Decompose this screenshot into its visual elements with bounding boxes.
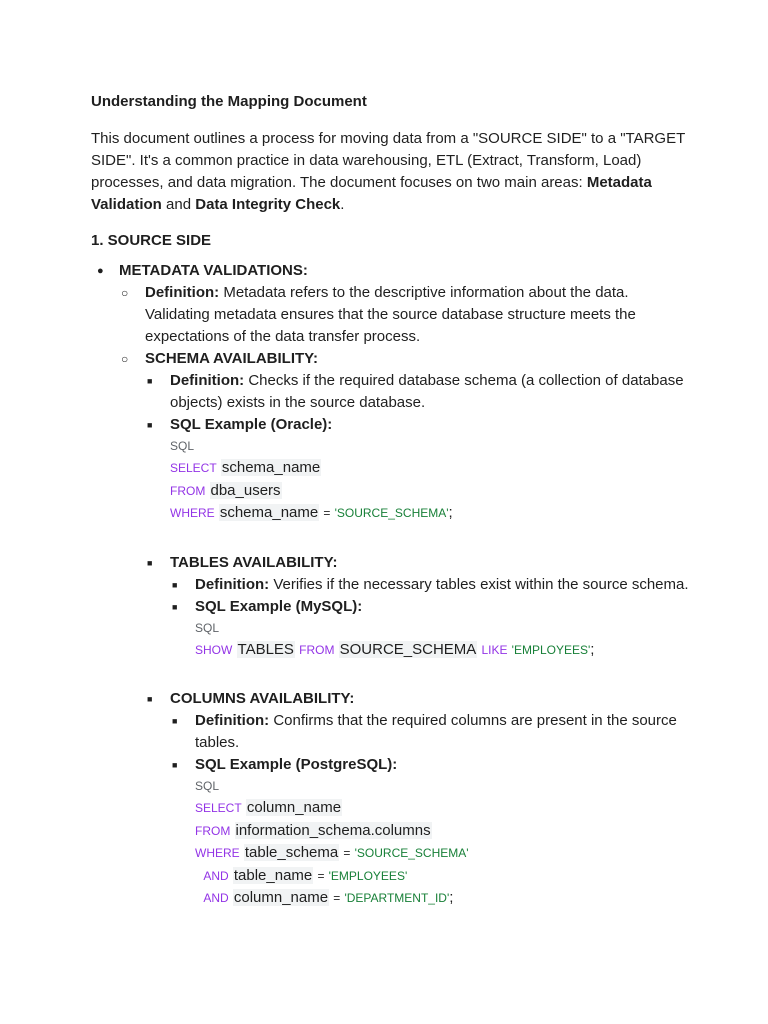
code-line (195, 820, 691, 843)
sql-identifier: column_name (233, 889, 329, 906)
sql-string: 'EMPLOYEES' (511, 642, 591, 657)
code-line (195, 842, 691, 865)
code-language-label: SQL (170, 439, 195, 453)
disc-bullet-icon: ● (97, 265, 104, 277)
definition-label: Definition: (195, 712, 270, 729)
sql-identifier: TABLES (237, 640, 294, 658)
definition-label: Definition: (170, 372, 245, 389)
sql-string: 'DEPARTMENT_ID' (344, 891, 450, 905)
section-heading-source-side: 1. SOURCE SIDE (91, 232, 212, 249)
sql-keyword: SHOW (195, 642, 233, 657)
sql-semicolon: ; (449, 889, 454, 906)
sql-string: 'EMPLOYEES' (328, 868, 408, 883)
sql-identifier: table_name (233, 866, 313, 884)
square-bullet-icon: ■ (172, 760, 178, 770)
code-language-label: SQL (195, 620, 220, 635)
square-bullet-icon: ■ (172, 579, 178, 590)
sql-operator: = (333, 891, 341, 905)
list-item-schema-sql-example (91, 414, 691, 552)
square-bullet-icon: ■ (172, 716, 178, 726)
metadata-validations-heading: METADATA VALIDATIONS: (119, 262, 308, 279)
sql-keyword: FROM (170, 483, 206, 498)
metadata-definition-text: Metadata refers to the descriptive information about the data. Validating metadata ensures that the source database structure meets the expectations of the data transfer process. (145, 284, 636, 345)
code-line (195, 887, 691, 910)
code-block-mysql (195, 618, 691, 662)
intro-paragraph (91, 128, 691, 216)
sql-semicolon: ; (448, 504, 453, 521)
list-item-metadata-validations (91, 260, 691, 282)
sql-example-label: SQL Example (PostgreSQL): (195, 756, 398, 773)
list-item-tables-availability (91, 552, 691, 574)
list-item-metadata-definition (91, 282, 691, 348)
sql-example-label: SQL Example (MySQL): (195, 597, 363, 615)
sql-identifier: column_name (246, 799, 342, 816)
intro-and: and (161, 196, 196, 213)
code-line (195, 639, 691, 662)
sql-identifier: dba_users (210, 481, 281, 499)
source-side-list (91, 260, 691, 910)
sql-operator: = (343, 846, 351, 860)
code-line (170, 457, 691, 480)
tables-definition-text: Verifies if the necessary tables exist within the source schema. (269, 575, 689, 593)
sql-example-label: SQL Example (Oracle): (170, 416, 333, 433)
code-block-postgresql (195, 776, 691, 910)
code-line (195, 865, 691, 888)
list-item-schema-availability (91, 348, 691, 370)
schema-definition-text: Checks if the required database schema (a collection of database objects) exists in the source database. (170, 372, 684, 411)
spacer (195, 674, 691, 688)
intro-bold-metadata: Metadata Validation (91, 174, 652, 213)
sql-semicolon: ; (590, 640, 595, 658)
sql-identifier: schema_name (219, 504, 319, 521)
list-item-tables-definition (91, 574, 691, 596)
intro-end: . (340, 196, 345, 213)
code-line (170, 502, 691, 525)
square-bullet-icon: ■ (147, 557, 153, 568)
columns-definition-text: Confirms that the required columns are present in the source tables. (195, 712, 677, 751)
sql-keyword: WHERE (195, 846, 240, 860)
sql-keyword: WHERE (170, 506, 215, 520)
list-item-columns-availability (91, 688, 691, 710)
definition-label: Definition: (145, 284, 220, 301)
sql-keyword: LIKE (481, 642, 508, 657)
definition-label: Definition: (195, 575, 270, 593)
code-line (170, 480, 691, 503)
code-block-oracle (170, 436, 691, 525)
list-item-columns-sql-example (91, 754, 691, 910)
tables-availability-heading: TABLES AVAILABILITY: (170, 553, 338, 571)
sql-identifier: table_schema (244, 844, 339, 861)
sql-keyword: SELECT (170, 461, 217, 475)
list-item-columns-definition (91, 710, 691, 754)
code-language-label: SQL (195, 779, 220, 793)
sql-keyword: AND (203, 891, 229, 905)
sql-operator: = (323, 506, 331, 520)
sql-keyword: FROM (299, 642, 335, 657)
list-item-tables-sql-example (91, 596, 691, 689)
sql-keyword: AND (203, 868, 229, 883)
code-line (195, 797, 691, 820)
list-item-schema-definition (91, 370, 691, 414)
square-bullet-icon: ■ (147, 420, 153, 430)
sql-identifier: schema_name (221, 459, 321, 476)
spacer (170, 538, 691, 552)
sql-keyword: FROM (195, 823, 231, 838)
schema-availability-heading: SCHEMA AVAILABILITY: (145, 350, 319, 367)
circle-bullet-icon: ○ (121, 352, 129, 366)
circle-bullet-icon: ○ (121, 286, 129, 300)
sql-string: 'SOURCE_SCHEMA' (354, 846, 469, 860)
sql-keyword: SELECT (195, 801, 242, 815)
square-bullet-icon: ■ (147, 694, 153, 704)
intro-bold-integrity: Data Integrity Check (195, 196, 341, 213)
sql-operator: = (317, 868, 325, 883)
square-bullet-icon: ■ (147, 376, 153, 386)
sql-identifier: information_schema.columns (235, 821, 431, 839)
square-bullet-icon: ■ (172, 601, 178, 612)
document-title: Understanding the Mapping Document (91, 93, 367, 110)
intro-text: This document outlines a process for moving data from a "SOURCE SIDE" to a "TARGET SIDE". It's a common practice in data warehousing, ETL (Extract, Transform, Load) processes, and data migration. The document focuses on two main areas: (91, 130, 685, 191)
sql-identifier: SOURCE_SCHEMA (339, 640, 477, 658)
sql-string: 'SOURCE_SCHEMA' (334, 506, 449, 520)
document-page (91, 91, 691, 923)
columns-availability-heading: COLUMNS AVAILABILITY: (170, 690, 355, 707)
